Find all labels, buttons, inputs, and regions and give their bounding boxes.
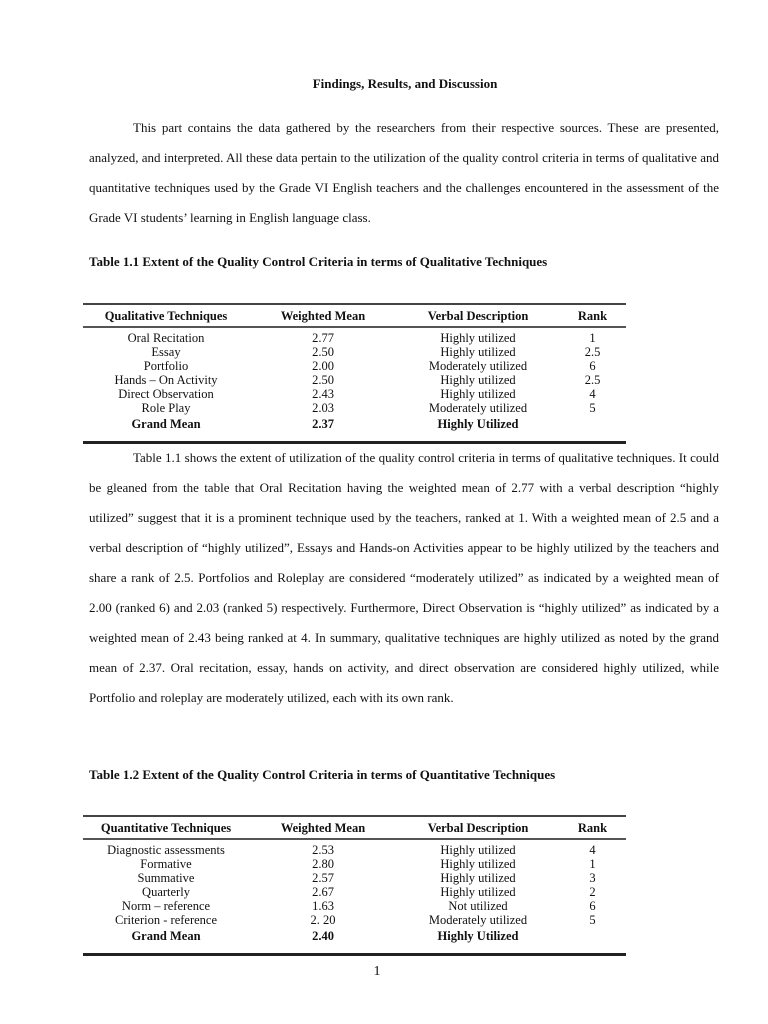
table-cell: Highly utilized: [440, 843, 516, 857]
table-cell: 2.00: [312, 359, 334, 373]
table-cell: Moderately utilized: [428, 401, 528, 415]
table-cell: 4: [589, 843, 596, 857]
table-cell: Highly utilized: [440, 373, 516, 387]
table-cell: 4: [589, 387, 596, 401]
table-row: [83, 345, 626, 359]
table-row: [83, 401, 626, 415]
table-row: [83, 359, 626, 373]
table-cell: 1.63: [312, 899, 334, 913]
table-cell: Highly utilized: [440, 387, 516, 401]
table-cell: 1: [589, 857, 596, 871]
table-cell: 2.77: [312, 331, 334, 345]
table-row: [83, 839, 626, 857]
column-header: Verbal Description: [397, 304, 559, 327]
table-row: [83, 373, 626, 387]
page-number: 1: [373, 964, 381, 979]
table-cell: 5: [589, 401, 596, 415]
table-cell: Highly utilized: [440, 885, 516, 899]
column-header: Rank: [559, 816, 626, 839]
table-2: [83, 815, 626, 956]
table-cell: Norm – reference: [121, 899, 211, 913]
table-cell: 2. 20: [310, 913, 336, 927]
table-cell: Quarterly: [142, 885, 190, 899]
table-cell: Direct Observation: [118, 387, 214, 401]
table-row: [83, 387, 626, 401]
column-header: Verbal Description: [397, 816, 559, 839]
table-cell: Highly Utilized: [437, 417, 519, 431]
table-cell: Highly Utilized: [437, 929, 519, 943]
table-cell: 2.53: [312, 843, 334, 857]
table-row: [83, 913, 626, 927]
table-cell: Criterion - reference: [114, 913, 218, 927]
table-cell: 3: [589, 871, 596, 885]
table-cell: 5: [589, 913, 596, 927]
column-header: Rank: [559, 304, 626, 327]
table-cell: Not utilized: [448, 899, 508, 913]
table-cell: 2.50: [312, 373, 334, 387]
table-cell: Grand Mean: [131, 417, 201, 431]
table-cell: 2.5: [584, 373, 601, 387]
table-cell: Hands – On Activity: [114, 373, 218, 387]
table-cell: Summative: [137, 871, 195, 885]
table-cell: 2.57: [312, 871, 334, 885]
table-cell: 6: [589, 359, 596, 373]
discussion-paragraph: Table 1.1 shows the extent of utilization of the quality control criteria in terms of qualitative techniques. It could be gleaned from the table that Oral Recitation having the weighted mean of 2.77 with a verbal description “highly utilized” suggest that it is a prominent technique used by the teachers, ranked at 1. With a weighted mean of 2.5 and a verbal description of “highly utilized”, Essays and Hands-on Activities appear to be highly utilized by the teachers and share a rank of 2.5. Portfolios and Roleplay are considered “moderately utilized” as indicated by a weighted mean of 2.00 (ranked 6) and 2.03 (ranked 5) respectively. Furthermore, Direct Observation is “highly utilized” as indicated by a weighted mean of 2.43 being ranked at 4. In summary, qualitative techniques are highly utilized as noted by the grand mean of 2.37. Oral recitation, essay, hands on activity, and direct observation are considered highly utilized, while Portfolio and roleplay are moderately utilized, each with its own rank.: [89, 450, 719, 705]
table-cell: Highly utilized: [440, 857, 516, 871]
column-header: Weighted Mean: [249, 816, 397, 839]
table-cell: Essay: [151, 345, 181, 359]
column-header: Weighted Mean: [249, 304, 397, 327]
section-heading: Findings, Results, and Discussion: [312, 76, 498, 91]
table-row: [83, 871, 626, 885]
table-cell: Moderately utilized: [428, 913, 528, 927]
table-cell: Formative: [140, 857, 192, 871]
table-cell: 2.80: [312, 857, 334, 871]
table-cell: Highly utilized: [440, 871, 516, 885]
table-cell: 2.40: [312, 929, 334, 943]
table-1: [83, 303, 626, 444]
table-cell: Grand Mean: [131, 929, 201, 943]
table-cell: 2.03: [312, 401, 334, 415]
table-1-caption: Table 1.1 Extent of the Quality Control Criteria in terms of Qualitative Techniques: [89, 254, 548, 269]
table-cell: 2.50: [312, 345, 334, 359]
table-bottom-rule: [83, 955, 626, 957]
grand-mean-row: [83, 415, 626, 443]
table-cell: 2.37: [312, 417, 334, 431]
table-row: [83, 899, 626, 913]
table-cell: Oral Recitation: [127, 331, 205, 345]
table-cell: 2.5: [584, 345, 601, 359]
table-cell: [559, 415, 626, 443]
table-cell: Highly utilized: [440, 345, 516, 359]
table-cell: 2: [589, 885, 596, 899]
table-cell: [559, 927, 626, 955]
column-header: Qualitative Techniques: [83, 304, 249, 327]
table-cell: 6: [589, 899, 596, 913]
table-row: [83, 327, 626, 345]
table-cell: Portfolio: [143, 359, 189, 373]
table-cell: 2.43: [312, 387, 334, 401]
grand-mean-row: [83, 927, 626, 955]
table-2-caption: Table 1.2 Extent of the Quality Control Criteria in terms of Quantitative Techniques: [89, 767, 556, 782]
table-row: [83, 885, 626, 899]
table-cell: Diagnostic assessments: [107, 843, 225, 857]
table-cell: Moderately utilized: [428, 359, 528, 373]
table-row: [83, 857, 626, 871]
intro-paragraph: This part contains the data gathered by the researchers from their respective sources. These are presented, analyzed, and interpreted. All these data pertain to the utilization of the quality control criteria in terms of qualitative and quantitative techniques used by the Grade VI English teachers and the challenges encountered in the assessment of the Grade VI students’ learning in English language class.: [89, 120, 719, 225]
table-cell: Role Play: [141, 401, 191, 415]
table-cell: Highly utilized: [440, 331, 516, 345]
column-header: Quantitative Techniques: [83, 816, 249, 839]
table-cell: 2.67: [312, 885, 334, 899]
table-cell: 1: [589, 331, 596, 345]
